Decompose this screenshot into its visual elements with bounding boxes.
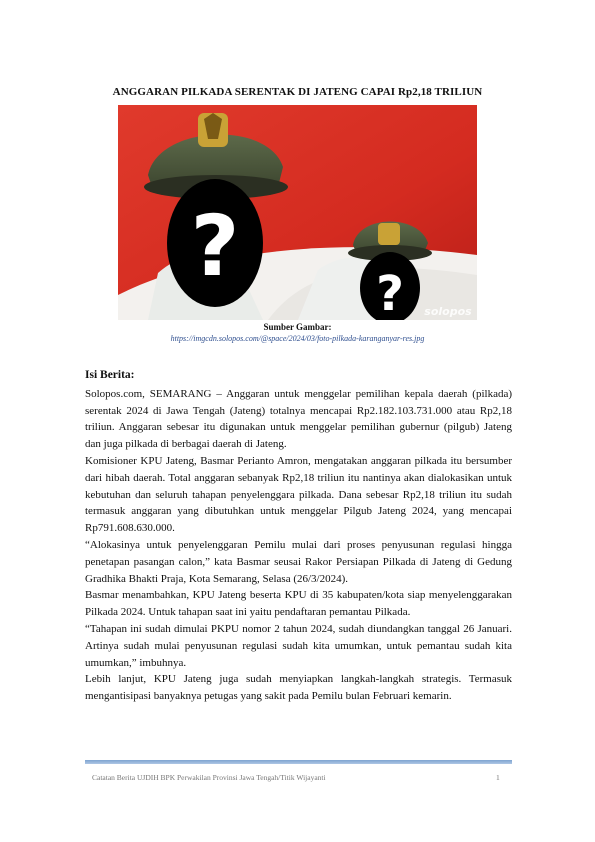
news-photo <box>118 105 477 320</box>
news-photo-illustration <box>118 105 477 320</box>
image-caption-label: Sumber Gambar: <box>263 322 332 332</box>
svg-text:?: ? <box>376 266 404 320</box>
photo-watermark: solopos <box>424 305 472 318</box>
paragraph: Lebih lanjut, KPU Jateng juga sudah menyiapkan langkah-langkah strategis. Termasuk mengantisipasi banyaknya petugas yang sakit pada Pemilu bulan Februari kemarin. <box>85 673 512 703</box>
document-title: ANGGARAN PILKADA SERENTAK DI JATENG CAPAI Rp2,18 TRILIUN <box>112 86 483 98</box>
paragraph: Solopos.com, SEMARANG – Anggaran untuk menggelar pemilihan kepala daerah (pilkada) serentak 2024 di Jawa Tengah (Jateng) totalnya mencapai Rp2.182.103.731.000 atau Rp2,18 triliun. Anggaran sebesar itu digunakan untuk menggelar pemilihan gubernur (pilgub) Jateng dan juga pilkada di berbagai daerah di Jateng. <box>85 387 512 451</box>
paragraph: Komisioner KPU Jateng, Basmar Perianto Amron, mengatakan anggaran pilkada itu bersumber dari hibah daerah. Total anggaran sebanyak Rp2,18 triliun itu nantinya akan dialokasikan untuk kebutuhan dan seluruh tahapan penyelenggara pilkada. Dana sebesar Rp2,18 triliun itu sudah termasuk anggaran yang dibutuhkan untuk menggelar Pilgub Jateng 2024, yang mencapai Rp791.608.630.000. <box>85 454 512 535</box>
page-number: 1 <box>496 773 500 782</box>
paragraph: Basmar menambahkan, KPU Jateng beserta KPU di 35 kabupaten/kota siap menyelenggarakan Pilkada 2024. Untuk tahapan saat ini yaitu pendaftaran pemantau Pilkada. <box>85 589 512 619</box>
section-heading: Isi Berita: <box>85 369 135 381</box>
image-source-link[interactable]: https://imgcdn.solopos.com/@space/2024/03/foto-pilkada-karanganyar-res.jpg <box>170 334 425 343</box>
svg-text:?: ? <box>190 197 240 295</box>
footer-divider <box>85 760 512 764</box>
article-body <box>85 367 512 705</box>
footer-text: Catatan Berita UJDIH BPK Perwakilan Provinsi Jawa Tengah/Titik Wijayanti <box>92 773 326 782</box>
paragraph: “Tahapan ini sudah dimulai PKPU nomor 2 tahun 2024, sudah diundangkan tanggal 26 Januari. Artinya sudah mulai penyusunan regulasi sudah kita umumkan, untuk pemantau sudah kita umumkan,” imbuhnya. <box>85 622 512 669</box>
paragraph: “Alokasinya untuk penyelenggaran Pemilu mulai dari proses penyusunan regulasi hingga penetapan pasangan calon,” kata Basmar seusai Rakor Persiapan Pilkada di Jateng di Gedung Gradhika Bhakti Praja, Kota Semarang, Selasa (26/3/2024). <box>85 538 512 585</box>
